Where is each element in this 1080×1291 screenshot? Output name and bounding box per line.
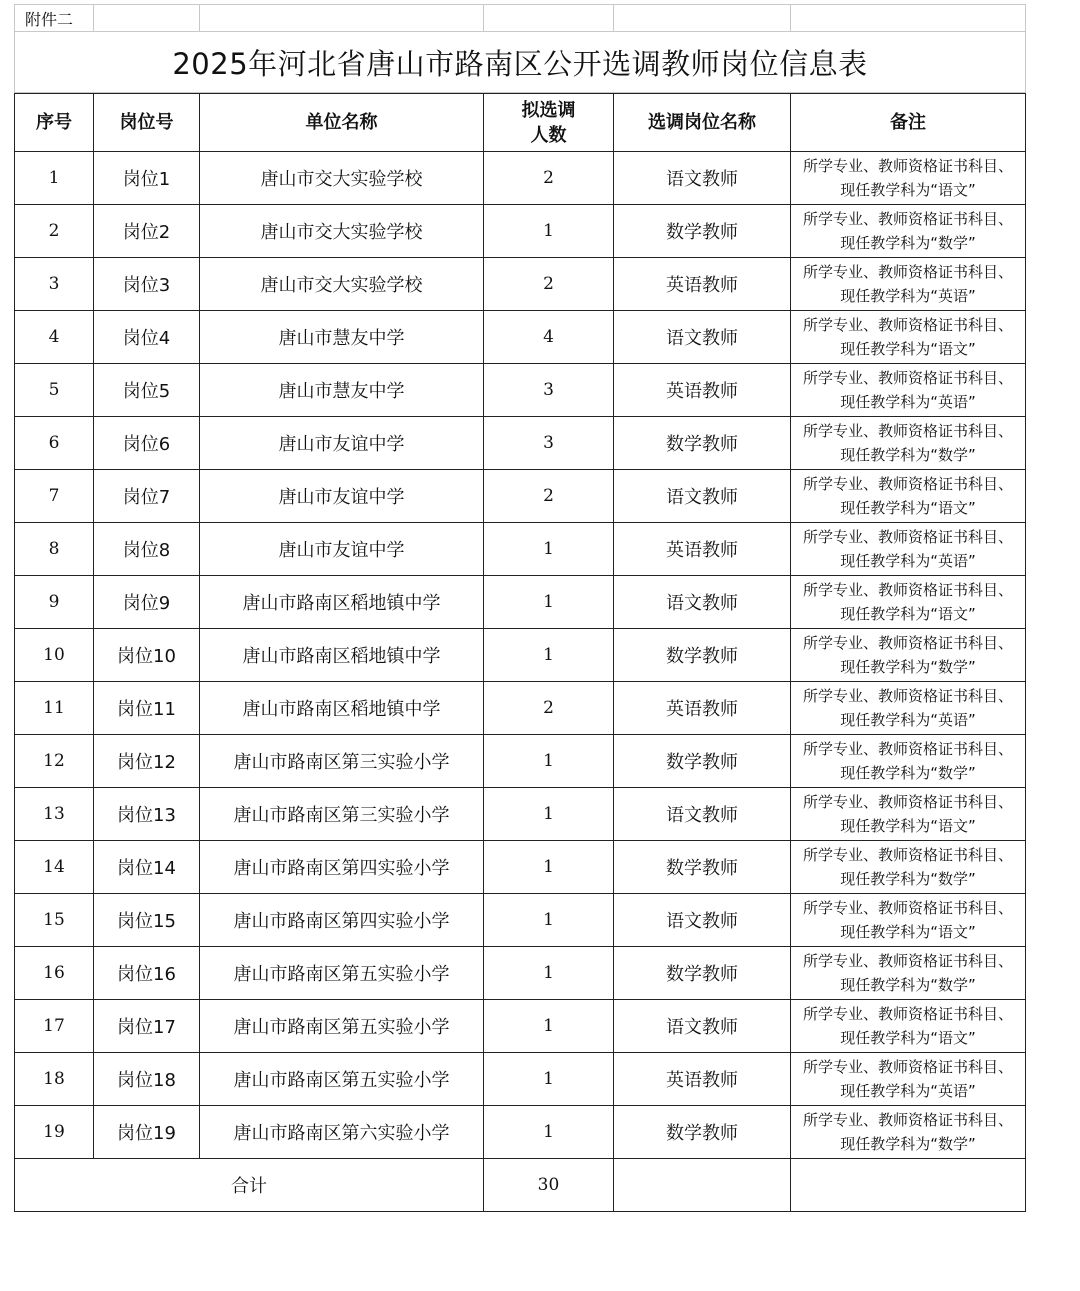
table-row	[15, 364, 1026, 417]
cell-remark: 所学专业、教师资格证书科目、 现任教学科为“数学”	[791, 629, 1026, 682]
cell-post-no: 岗位6	[94, 417, 200, 470]
cell-seq: 18	[15, 1053, 94, 1106]
cell-unit: 唐山市路南区第六实验小学	[200, 1106, 484, 1159]
cell-post-name: 数学教师	[614, 841, 791, 894]
cell-count: 3	[484, 417, 614, 470]
header-seq: 序号	[15, 94, 94, 152]
cell-unit: 唐山市慧友中学	[200, 364, 484, 417]
cell-seq: 15	[15, 894, 94, 947]
table-row	[15, 947, 1026, 1000]
cell-seq: 5	[15, 364, 94, 417]
cell-post-no: 岗位5	[94, 364, 200, 417]
cell-count: 1	[484, 1000, 614, 1053]
cell-unit: 唐山市友谊中学	[200, 470, 484, 523]
cell-post-name: 数学教师	[614, 1106, 791, 1159]
table-row	[15, 205, 1026, 258]
cell-seq: 4	[15, 311, 94, 364]
table-row	[15, 470, 1026, 523]
cell-count: 1	[484, 788, 614, 841]
cell-remark: 所学专业、教师资格证书科目、 现任教学科为“语文”	[791, 788, 1026, 841]
cell-post-name: 数学教师	[614, 947, 791, 1000]
cell-post-name: 英语教师	[614, 682, 791, 735]
positions-table	[14, 93, 1026, 1212]
table-row	[15, 1106, 1026, 1159]
cell-post-no: 岗位19	[94, 1106, 200, 1159]
cell-unit: 唐山市路南区第三实验小学	[200, 735, 484, 788]
total-label: 合计	[15, 1159, 484, 1212]
cell-unit: 唐山市路南区稻地镇中学	[200, 682, 484, 735]
cell-count: 1	[484, 894, 614, 947]
cell-seq: 13	[15, 788, 94, 841]
cell-post-no: 岗位2	[94, 205, 200, 258]
cell-remark: 所学专业、教师资格证书科目、 现任教学科为“数学”	[791, 947, 1026, 1000]
cell-post-no: 岗位14	[94, 841, 200, 894]
cell-unit: 唐山市交大实验学校	[200, 152, 484, 205]
annex-row	[15, 5, 1026, 32]
cell-seq: 16	[15, 947, 94, 1000]
cell-unit: 唐山市路南区稻地镇中学	[200, 629, 484, 682]
cell-remark: 所学专业、教师资格证书科目、 现任教学科为“英语”	[791, 364, 1026, 417]
cell-post-name: 语文教师	[614, 576, 791, 629]
cell-remark: 所学专业、教师资格证书科目、 现任教学科为“语文”	[791, 576, 1026, 629]
cell-unit: 唐山市路南区第五实验小学	[200, 1000, 484, 1053]
cell-remark: 所学专业、教师资格证书科目、 现任教学科为“数学”	[791, 735, 1026, 788]
cell-unit: 唐山市路南区第五实验小学	[200, 1053, 484, 1106]
cell-count: 4	[484, 311, 614, 364]
cell-unit: 唐山市交大实验学校	[200, 205, 484, 258]
cell-unit: 唐山市路南区稻地镇中学	[200, 576, 484, 629]
empty-cell	[614, 5, 791, 32]
cell-post-name: 语文教师	[614, 1000, 791, 1053]
table-row	[15, 841, 1026, 894]
cell-post-no: 岗位16	[94, 947, 200, 1000]
cell-remark: 所学专业、教师资格证书科目、 现任教学科为“语文”	[791, 311, 1026, 364]
cell-count: 2	[484, 470, 614, 523]
cell-unit: 唐山市路南区第五实验小学	[200, 947, 484, 1000]
cell-seq: 10	[15, 629, 94, 682]
header-remark: 备注	[791, 94, 1026, 152]
cell-unit: 唐山市路南区第三实验小学	[200, 788, 484, 841]
table-row	[15, 788, 1026, 841]
cell-seq: 1	[15, 152, 94, 205]
cell-post-no: 岗位13	[94, 788, 200, 841]
table-row	[15, 629, 1026, 682]
table-row	[15, 576, 1026, 629]
cell-unit: 唐山市交大实验学校	[200, 258, 484, 311]
cell-post-name: 语文教师	[614, 152, 791, 205]
cell-post-name: 数学教师	[614, 417, 791, 470]
cell-remark: 所学专业、教师资格证书科目、 现任教学科为“语文”	[791, 470, 1026, 523]
cell-post-name: 数学教师	[614, 735, 791, 788]
empty-cell	[791, 5, 1026, 32]
cell-count: 1	[484, 629, 614, 682]
cell-remark: 所学专业、教师资格证书科目、 现任教学科为“数学”	[791, 417, 1026, 470]
cell-seq: 14	[15, 841, 94, 894]
cell-post-no: 岗位9	[94, 576, 200, 629]
cell-count: 1	[484, 841, 614, 894]
cell-post-no: 岗位3	[94, 258, 200, 311]
empty-cell	[791, 1159, 1026, 1212]
cell-remark: 所学专业、教师资格证书科目、 现任教学科为“数学”	[791, 1106, 1026, 1159]
table-header-row	[15, 94, 1026, 152]
table-row	[15, 311, 1026, 364]
spreadsheet-document	[14, 4, 1025, 1212]
cell-post-no: 岗位15	[94, 894, 200, 947]
cell-post-no: 岗位12	[94, 735, 200, 788]
cell-remark: 所学专业、教师资格证书科目、 现任教学科为“语文”	[791, 152, 1026, 205]
cell-post-name: 语文教师	[614, 470, 791, 523]
cell-count: 1	[484, 947, 614, 1000]
header-count: 拟选调 人数	[484, 94, 614, 152]
cell-unit: 唐山市路南区第四实验小学	[200, 894, 484, 947]
cell-remark: 所学专业、教师资格证书科目、 现任教学科为“语文”	[791, 894, 1026, 947]
table-row	[15, 417, 1026, 470]
cell-post-name: 语文教师	[614, 311, 791, 364]
cell-post-no: 岗位10	[94, 629, 200, 682]
cell-seq: 2	[15, 205, 94, 258]
page-title: 2025年河北省唐山市路南区公开选调教师岗位信息表	[15, 32, 1026, 93]
cell-seq: 17	[15, 1000, 94, 1053]
header-post-name: 选调岗位名称	[614, 94, 791, 152]
cell-count: 2	[484, 258, 614, 311]
header-unit: 单位名称	[200, 94, 484, 152]
cell-count: 3	[484, 364, 614, 417]
cell-post-no: 岗位7	[94, 470, 200, 523]
cell-count: 1	[484, 1106, 614, 1159]
cell-remark: 所学专业、教师资格证书科目、 现任教学科为“英语”	[791, 523, 1026, 576]
table-row	[15, 523, 1026, 576]
cell-count: 1	[484, 735, 614, 788]
table-row	[15, 1000, 1026, 1053]
cell-unit: 唐山市慧友中学	[200, 311, 484, 364]
cell-count: 1	[484, 576, 614, 629]
cell-post-name: 英语教师	[614, 364, 791, 417]
cell-unit: 唐山市友谊中学	[200, 417, 484, 470]
cell-seq: 7	[15, 470, 94, 523]
table-row	[15, 152, 1026, 205]
table-body	[15, 152, 1026, 1159]
cell-seq: 12	[15, 735, 94, 788]
cell-seq: 3	[15, 258, 94, 311]
cell-count: 1	[484, 205, 614, 258]
cell-seq: 11	[15, 682, 94, 735]
header-post-no: 岗位号	[94, 94, 200, 152]
cell-post-name: 英语教师	[614, 523, 791, 576]
cell-post-no: 岗位17	[94, 1000, 200, 1053]
table-row	[15, 735, 1026, 788]
cell-post-name: 数学教师	[614, 205, 791, 258]
cell-post-name: 语文教师	[614, 788, 791, 841]
cell-unit: 唐山市友谊中学	[200, 523, 484, 576]
cell-post-name: 英语教师	[614, 1053, 791, 1106]
cell-post-no: 岗位11	[94, 682, 200, 735]
cell-remark: 所学专业、教师资格证书科目、 现任教学科为“语文”	[791, 1000, 1026, 1053]
cell-post-name: 数学教师	[614, 629, 791, 682]
cell-post-no: 岗位1	[94, 152, 200, 205]
cell-post-no: 岗位4	[94, 311, 200, 364]
cell-seq: 19	[15, 1106, 94, 1159]
table-row	[15, 682, 1026, 735]
cell-count: 2	[484, 682, 614, 735]
title-row	[15, 32, 1026, 93]
cell-seq: 9	[15, 576, 94, 629]
cell-seq: 8	[15, 523, 94, 576]
cell-remark: 所学专业、教师资格证书科目、 现任教学科为“数学”	[791, 205, 1026, 258]
annex-label: 附件二	[15, 5, 94, 32]
cell-post-no: 岗位8	[94, 523, 200, 576]
table-row	[15, 1053, 1026, 1106]
cell-seq: 6	[15, 417, 94, 470]
cell-post-name: 英语教师	[614, 258, 791, 311]
empty-cell	[484, 5, 614, 32]
cell-unit: 唐山市路南区第四实验小学	[200, 841, 484, 894]
cell-post-no: 岗位18	[94, 1053, 200, 1106]
cell-count: 2	[484, 152, 614, 205]
cell-count: 1	[484, 523, 614, 576]
cell-post-name: 语文教师	[614, 894, 791, 947]
cell-remark: 所学专业、教师资格证书科目、 现任教学科为“英语”	[791, 1053, 1026, 1106]
cell-remark: 所学专业、教师资格证书科目、 现任教学科为“英语”	[791, 258, 1026, 311]
empty-cell	[94, 5, 200, 32]
header-grid	[14, 4, 1026, 93]
cell-remark: 所学专业、教师资格证书科目、 现任教学科为“英语”	[791, 682, 1026, 735]
table-row	[15, 258, 1026, 311]
total-count: 30	[484, 1159, 614, 1212]
cell-count: 1	[484, 1053, 614, 1106]
empty-cell	[614, 1159, 791, 1212]
cell-remark: 所学专业、教师资格证书科目、 现任教学科为“数学”	[791, 841, 1026, 894]
table-row	[15, 894, 1026, 947]
empty-cell	[200, 5, 484, 32]
total-row	[15, 1159, 1026, 1212]
